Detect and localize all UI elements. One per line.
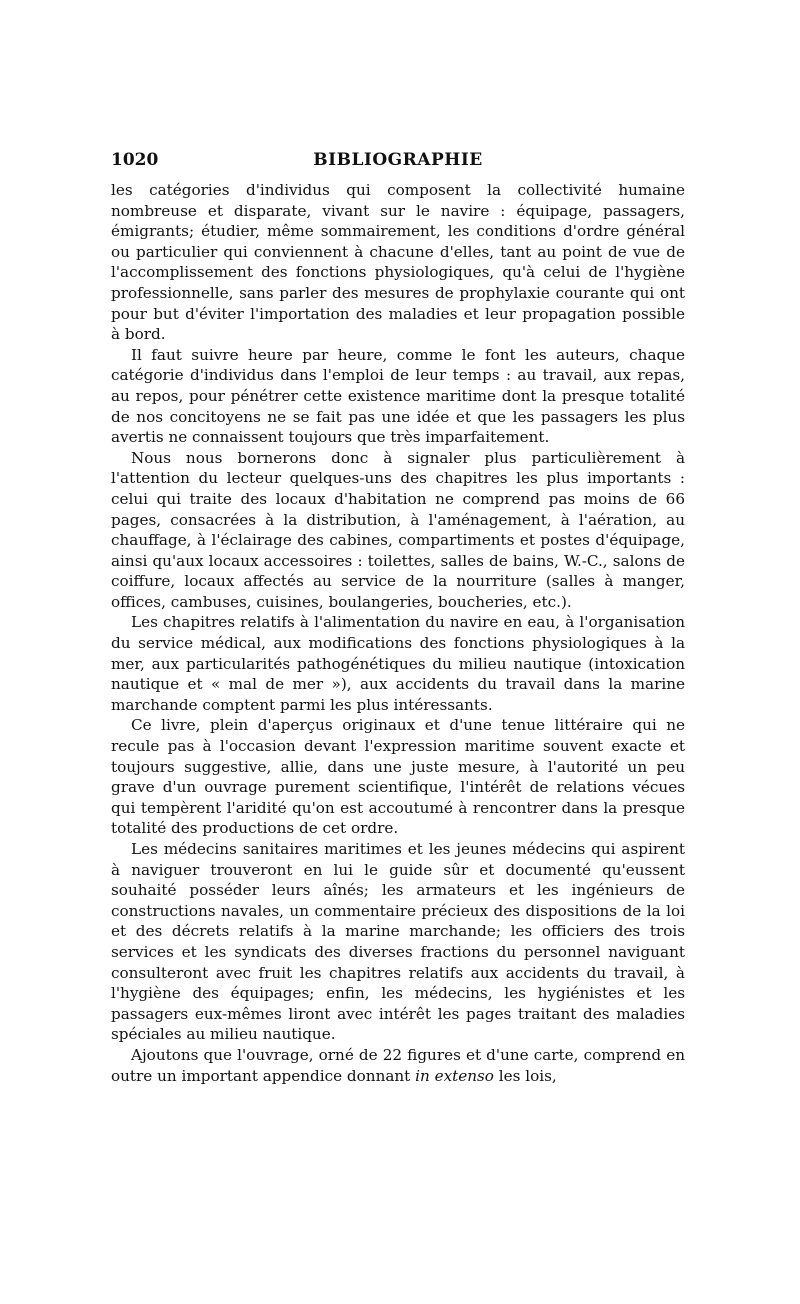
paragraph: Il faut suivre heure par heure, comme le font les auteurs, chaque catégorie d'individus dans l'emploi de leur temps : au travail, aux repas, au repos, pour pénétrer cette existence maritime dont la presque totalité de nos concitoyens ne se fait pas une idée et que les passagers les plus avertis ne connaissent toujours que très imparfaitement. — [111, 345, 685, 447]
paragraph-last — [111, 1045, 685, 1086]
running-title: BIBLIOGRAPHIE — [313, 150, 483, 170]
italic-phrase: in extenso — [415, 1066, 494, 1085]
paragraph-text: les lois, — [493, 1066, 557, 1085]
paragraph: Nous nous bornerons donc à signaler plus particulièrement à l'attention du lecteur quelques-uns des chapitres les plus importants : celui qui traite des locaux d'habitation ne comprend pas moins de 66 pages, consacrées à la distribution, à l'aménagement, à l'aération, au chauffage, à l'éclairage des cabines, compartiments et postes d'équipage, ainsi qu'aux locaux accessoires : toilettes, salles de bains, W.-C., salons de coiffure, locaux affectés au service de la nourriture (salles à manger, offices, cambuses, cuisines, boulangeries, boucheries, etc.). — [111, 448, 685, 611]
paragraph: Les médecins sanitaires maritimes et les jeunes médecins qui aspirent à naviguer trouveront en lui le guide sûr et documenté qu'eussent souhaité posséder leurs aînés; les armateurs et les ingénieurs de constructions navales, un commentaire précieux des dispositions de la loi et des décrets relatifs à la marine marchande; les officiers des trois services et les syndicats des diverses fractions du personnel naviguant consulteront avec fruit les chapitres relatifs aux accidents du travail, à l'hygiène des équipages; enfin, les médecins, les hygiénistes et les passagers eux-mêmes liront avec intérêt les pages traitant des maladies spéciales au milieu nautique. — [111, 840, 685, 1044]
paragraph: les catégories d'individus qui composent la collectivité humaine nombreuse et disparate, vivant sur le navire : équipage, passagers, émigrants; étudier, même sommairement, les conditions d'ordre général ou particulier qui conviennent à chacune d'elles, tant au point de vue de l'accomplissement des fonctions physiologiques, qu'à celui de l'hygiène professionnelle, sans parler des mesures de prophylaxie courante qui ont pour but d'éviter l'importation des maladies et leur propagation possible à bord. — [111, 181, 685, 344]
page-number: 1020 — [111, 150, 159, 170]
page-header — [111, 150, 685, 180]
body-text — [111, 180, 685, 1086]
paragraph: Ce livre, plein d'aperçus originaux et d'une tenue littéraire qui ne recule pas à l'occasion devant l'expression maritime souvent exacte et toujours suggestive, allie, dans une juste mesure, à l'autorité un peu grave d'un ouvrage purement scientifique, l'intérêt de relations vécues qui tempèrent l'aridité qu'on est accoutumé à rencontrer dans la presque totalité des productions de cet ordre. — [111, 716, 685, 838]
book-page — [111, 150, 685, 1086]
paragraph: Les chapitres relatifs à l'alimentation du navire en eau, à l'organisation du service médical, aux modifications des fonctions physiologiques à la mer, aux particularités pathogénétiques du milieu nautique (intoxication nautique et « mal de mer »), aux accidents du travail dans la marine marchande comptent parmi les plus intéressants. — [111, 613, 685, 714]
paragraph-text: Ajoutons que l'ouvrage, orné de 22 figures et d'une carte, comprend en outre un important appendice donnant — [111, 1045, 685, 1085]
